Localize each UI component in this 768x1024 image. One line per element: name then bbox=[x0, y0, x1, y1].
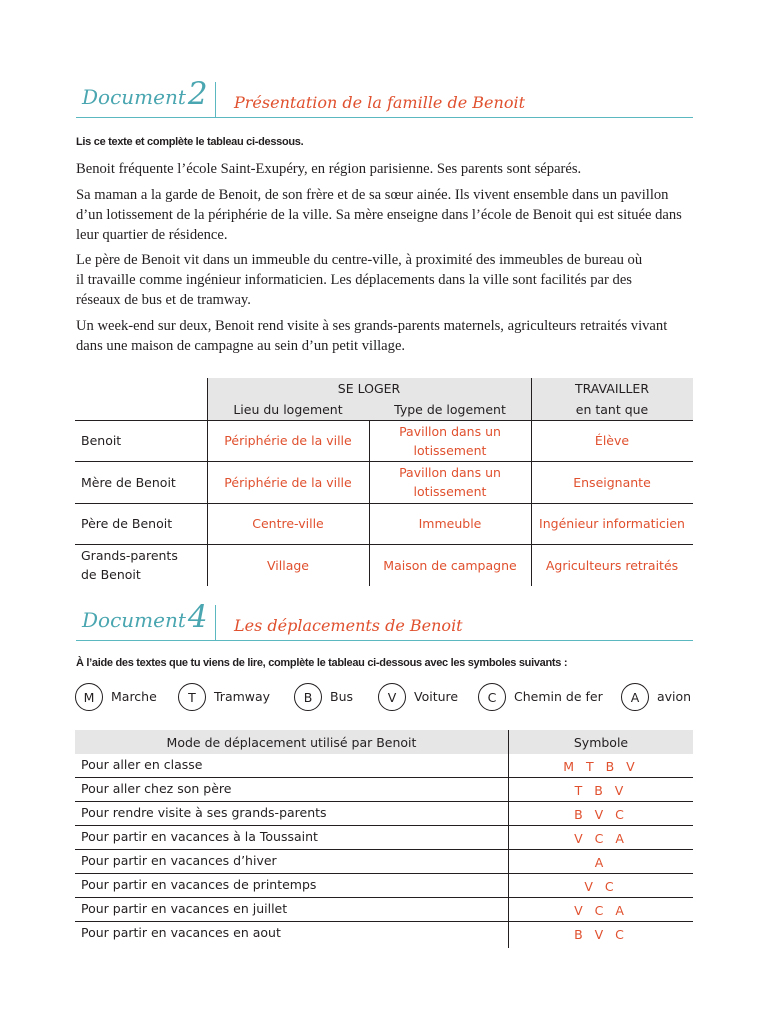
legend-symbol-b: B bbox=[294, 683, 322, 711]
row-symbole: V C A bbox=[574, 831, 628, 846]
doc4-label-text: Document bbox=[82, 608, 186, 632]
doc4-separator bbox=[215, 605, 216, 641]
table-cell-lieu: Périphérie de la ville bbox=[224, 433, 352, 448]
legend-symbol-a: A bbox=[621, 683, 649, 711]
doc2-paragraph-1: Benoit fréquente l’école Saint-Exupéry, en région parisienne. Ses parents sont séparés. bbox=[76, 161, 582, 177]
table-row bbox=[75, 826, 693, 850]
table-line bbox=[531, 378, 532, 586]
legend-label-voiture: Voiture bbox=[414, 689, 459, 704]
doc2-number: 2 bbox=[187, 76, 208, 112]
row-symbole: B V C bbox=[574, 927, 628, 942]
table-line bbox=[207, 378, 208, 586]
row-symbole: V C A bbox=[574, 903, 628, 918]
table-row-person: Grands-parents de Benoit bbox=[81, 548, 178, 582]
doc2-paragraph-3: Le père de Benoit vit dans un immeuble du centre-ville, à proximité des immeubles de bureau où il travaille comme ingénieur informaticien. Les déplacements dans la ville sont facilités par des réseaux de bus et de tramway. bbox=[76, 252, 643, 308]
table-cell-type: Immeuble bbox=[418, 516, 482, 531]
doc2-header bbox=[76, 78, 693, 118]
table-cell-travail: Agriculteurs retraités bbox=[545, 557, 679, 573]
table-cell-lieu: Périphérie de la ville bbox=[224, 474, 352, 490]
table-cell-travail: Ingénieur informaticien bbox=[539, 516, 685, 531]
table-row bbox=[75, 802, 693, 826]
row-symbole: M T B V bbox=[563, 759, 639, 774]
table-row-person: Benoit bbox=[81, 433, 122, 448]
table-line bbox=[75, 461, 693, 462]
header-se-loger: SE LOGER bbox=[337, 381, 401, 396]
doc2-label bbox=[82, 76, 208, 112]
table-cell-travail: Élève bbox=[594, 433, 630, 448]
table-row bbox=[75, 754, 693, 778]
legend-label-bus: Bus bbox=[330, 689, 354, 704]
doc2-label-text: Document bbox=[82, 85, 186, 109]
legend-label-tramway: Tramway bbox=[214, 689, 271, 704]
legend-symbol-t: T bbox=[178, 683, 206, 711]
row-mode: Pour partir en vacances de printemps bbox=[81, 877, 317, 892]
doc2-title: Présentation de la famille de Benoit bbox=[234, 93, 525, 112]
legend-symbol-v: V bbox=[378, 683, 406, 711]
doc2-paragraph-2: Sa maman a la garde de Benoit, de son frère et de sa sœur ainée. Ils vivent ensemble dans un pavillon d’un lotissement de la périphérie de la ville. Sa mère enseigne dans l’école de Benoit qui est située dans leur quartier de résidence. bbox=[76, 187, 682, 243]
table-column-separator bbox=[508, 730, 509, 948]
table-row-person: Mère de Benoit bbox=[81, 474, 176, 490]
table-line bbox=[75, 503, 693, 504]
table-cell-type: Maison de campagne bbox=[383, 557, 517, 573]
legend-symbol-c: C bbox=[478, 683, 506, 711]
table-row bbox=[75, 874, 693, 898]
row-mode: Pour partir en vacances d’hiver bbox=[81, 853, 277, 868]
table-line bbox=[75, 544, 693, 545]
legend-label-chemin-de-fer: Chemin de fer bbox=[514, 689, 603, 704]
doc4-instruction: À l’aide des textes que tu viens de lire, complète le tableau ci-dessous avec les symboles suivants : bbox=[76, 657, 568, 669]
header-lieu: Lieu du logement bbox=[233, 402, 343, 417]
table-cell-type: Pavillon dans un lotissement bbox=[399, 423, 501, 458]
row-symbole: T B V bbox=[574, 783, 628, 798]
header-symbole: Symbole bbox=[509, 730, 693, 754]
table-cell-lieu: Village bbox=[267, 557, 309, 573]
doc2-instruction: Lis ce texte et complète le tableau ci-dessous. bbox=[76, 136, 304, 148]
row-mode: Pour aller chez son père bbox=[81, 781, 232, 796]
row-symbole: V C bbox=[584, 879, 618, 894]
table-cell-type: Pavillon dans un lotissement bbox=[399, 465, 501, 499]
table-row bbox=[75, 850, 693, 874]
doc4-title: Les déplacements de Benoit bbox=[234, 616, 463, 635]
legend-label-avion: avion bbox=[657, 689, 692, 704]
table-cell-travail: Enseignante bbox=[573, 474, 651, 490]
doc4-label bbox=[82, 599, 208, 635]
row-symbole: B V C bbox=[574, 807, 628, 822]
header-type: Type de logement bbox=[394, 402, 506, 417]
doc4-number: 4 bbox=[187, 599, 208, 635]
table-row bbox=[75, 778, 693, 802]
row-symbole: A bbox=[594, 855, 608, 870]
table-line bbox=[75, 420, 693, 421]
symbol-legend bbox=[0, 683, 768, 711]
row-mode: Pour partir en vacances en juillet bbox=[81, 901, 288, 916]
doc4-header bbox=[76, 601, 693, 641]
table-row bbox=[75, 898, 693, 922]
row-mode: Pour partir en vacances à la Toussaint bbox=[81, 829, 318, 844]
doc2-separator bbox=[215, 82, 216, 118]
table-line bbox=[369, 420, 370, 586]
housing-work-table bbox=[75, 378, 693, 586]
header-travailler: TRAVAILLER bbox=[574, 381, 650, 396]
row-mode: Pour aller en classe bbox=[81, 757, 203, 772]
legend-symbol-m: M bbox=[75, 683, 103, 711]
row-mode: Pour partir en vacances en aout bbox=[81, 925, 281, 940]
row-mode: Pour rendre visite à ses grands-parents bbox=[81, 805, 327, 820]
table-row-person: Père de Benoit bbox=[81, 516, 173, 531]
table-row bbox=[75, 922, 693, 946]
header-tant-que: en tant que bbox=[575, 402, 649, 417]
table-cell-lieu: Centre-ville bbox=[252, 516, 324, 531]
doc2-paragraph-4: Un week-end sur deux, Benoit rend visite à ses grands-parents maternels, agriculteurs retraités vivant dans une maison de campagne au sein d’un petit village. bbox=[76, 318, 668, 354]
legend-label-marche: Marche bbox=[111, 689, 157, 704]
header-mode: Mode de déplacement utilisé par Benoit bbox=[75, 730, 508, 754]
